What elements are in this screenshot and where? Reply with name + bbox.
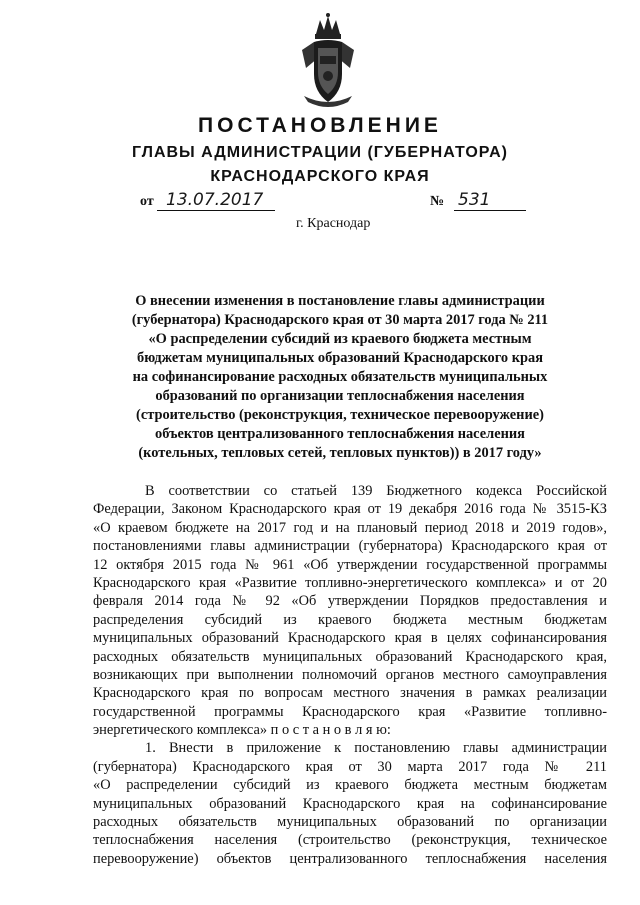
number-underline — [454, 210, 526, 211]
subject-line: «О распределении субсидий из краевого бюджета местным — [148, 331, 532, 347]
body-line: постановлениями главы администрации (губернатора) Краснодарского края от — [93, 538, 607, 555]
body-line: распределения субсидий из краевого бюджета местным бюджетам — [93, 611, 607, 628]
body-line: февраля 2014 года № 92 «Об утверждении Порядков предоставления и — [93, 593, 607, 610]
issuer-line-2: КРАСНОДАРСКОГО КРАЯ — [210, 168, 430, 185]
body-line: 1. Внести в приложение к постановлению главы администрации — [145, 740, 607, 757]
body-line: расходных обязательств муниципальных образований Краснодарского края, — [93, 648, 607, 665]
subject-line: О внесении изменения в постановление главы администрации — [135, 293, 545, 309]
number-value: 531 — [458, 190, 491, 210]
subject-line: бюджетам муниципальных образований Краснодарского края — [137, 350, 543, 366]
body-line: Федерации, Законом Краснодарского края от 19 декабря 2016 года № 3515-КЗ — [93, 501, 607, 518]
date-number-row — [0, 190, 640, 216]
body-line: Краснодарского края «Развитие топливно-энергетического комплекса» и от 20 — [93, 574, 607, 591]
document-body — [93, 482, 607, 868]
body-line: «О краевом бюджете на 2017 год и на плановый период 2018 и 2019 годов», — [93, 519, 607, 536]
body-line: 12 октября 2015 года № 961 «Об утверждении государственной программы — [93, 556, 607, 573]
body-line: энергетического комплекса» п о с т а н о в л я ю: — [93, 722, 391, 739]
subject-line: (строительство (реконструкция, техническое перевооружение) — [136, 407, 544, 423]
issuer-line-1: ГЛАВЫ АДМИНИСТРАЦИИ (ГУБЕРНАТОРА) — [132, 144, 508, 161]
body-line: муниципальных образований Краснодарского края в целях софинансирования — [93, 630, 607, 647]
body-line: (губернатора) Краснодарского края от 30 марта 2017 года № 211 — [93, 758, 607, 775]
city: г. Краснодар — [296, 216, 371, 231]
body-line: возникающих при выполнении полномочий органов местного самоуправления — [93, 666, 607, 683]
body-line: государственной программы Краснодарского края «Развитие топливно- — [93, 703, 607, 720]
subject-line: (котельных, тепловых сетей, тепловых пунктов)) в 2017 году» — [138, 445, 542, 461]
subject-line: (губернатора) Краснодарского края от 30 марта 2017 года № 211 — [131, 312, 549, 328]
subject-line: на софинансирование расходных обязательств муниципальных — [132, 369, 548, 385]
body-line: муниципальных образований Краснодарского края на софинансирование — [93, 795, 607, 812]
coat-of-arms-icon — [296, 12, 360, 108]
date-value: 13.07.2017 — [166, 190, 264, 210]
subject-line: образований по организации теплоснабжения населения — [155, 388, 525, 404]
body-line: В соответствии со статьей 139 Бюджетного кодекса Российской — [145, 483, 607, 499]
body-line: перевооружение) объектов централизованного теплоснабжения населения — [93, 850, 607, 867]
document-type-title: ПОСТАНОВЛЕНИЕ — [198, 114, 442, 137]
date-underline — [157, 210, 275, 211]
body-line: теплоснабжения населения (строительство (реконструкция, техническое — [93, 832, 607, 849]
body-line: Краснодарского края по вопросам местного значения в рамках реализации — [93, 685, 607, 702]
date-label: от — [140, 194, 154, 209]
subject-line: объектов централизованного теплоснабжения населения — [155, 426, 525, 442]
body-line: расходных обязательств муниципальных образований по организации — [93, 814, 607, 831]
document-subject — [110, 292, 570, 463]
number-label: № — [430, 194, 445, 209]
body-line: «О распределении субсидий из краевого бюджета местным бюджетам — [93, 777, 607, 794]
